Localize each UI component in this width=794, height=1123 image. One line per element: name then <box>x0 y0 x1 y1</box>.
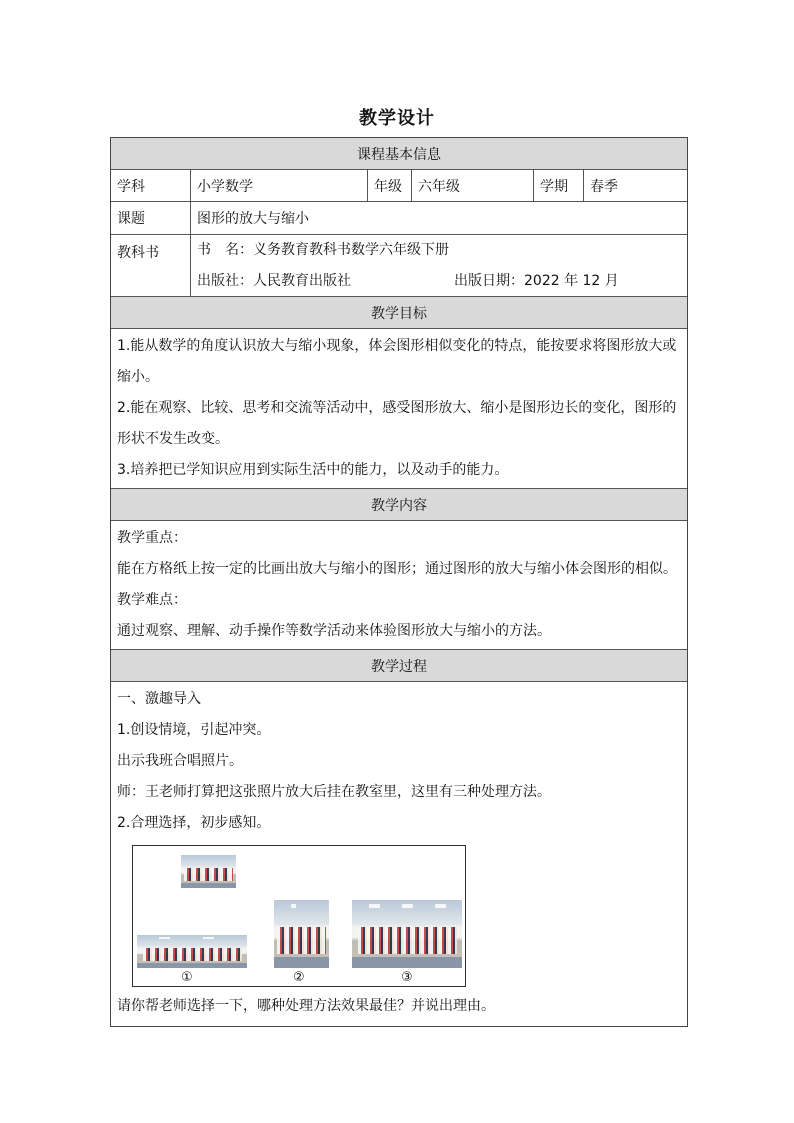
process-line: 一、激趣导入 <box>117 691 201 707</box>
process-line: 师：王老师打算把这张照片放大后挂在教室里，这里有三种处理方法。 <box>117 784 551 800</box>
content-header-text: 教学内容 <box>371 497 427 514</box>
publisher: 出版社：人民教育出版社 <box>197 273 351 289</box>
key-point-label: 教学重点： <box>117 530 187 546</box>
photo-comparison-figure <box>132 845 466 987</box>
option-2-photo <box>274 900 329 968</box>
option-2-label: ② <box>293 970 305 985</box>
grade-value: 六年级 <box>412 170 534 201</box>
goal-line: 形状不发生改变。 <box>117 431 229 447</box>
option-1-photo <box>137 935 247 968</box>
textbook-label: 教科书 <box>111 235 191 296</box>
goals-header-text: 教学目标 <box>371 305 427 322</box>
goal-line: 缩小。 <box>117 369 159 385</box>
option-1-label: ① <box>181 970 193 985</box>
option-3-photo <box>352 900 462 968</box>
process-header-text: 教学过程 <box>371 658 427 675</box>
goal-line: 3.培养把已学知识应用到实际生活中的能力，以及动手的能力。 <box>117 462 509 478</box>
original-photo <box>181 855 236 888</box>
basic-info-header <box>111 138 687 170</box>
question-line: 请你帮老师选择一下，哪种处理方法效果最佳？并说出理由。 <box>117 998 495 1014</box>
term-label: 学期 <box>534 170 584 201</box>
book-name: 书 名：义务教育教科书数学六年级下册 <box>197 242 449 258</box>
difficulty-label: 教学难点： <box>117 592 187 608</box>
difficulty-text: 通过观察、理解、动手操作等数学活动来体验图形放大与缩小的方法。 <box>117 623 551 639</box>
process-body <box>111 682 687 1026</box>
key-point-text: 能在方格纸上按一定的比画出放大与缩小的图形；通过图形的放大与缩小体会图形的相似。 <box>117 561 677 577</box>
process-line: 2.合理选择，初步感知。 <box>117 815 271 831</box>
option-3-label: ③ <box>401 970 413 985</box>
subject-label: 学科 <box>111 170 191 201</box>
grade-label: 年级 <box>368 170 412 201</box>
term-value: 春季 <box>590 178 618 195</box>
topic-row <box>111 202 687 235</box>
subject-row <box>111 170 687 202</box>
topic-label: 课题 <box>111 202 191 234</box>
textbook-row <box>111 235 687 297</box>
page-title: 教学设计 <box>359 108 435 129</box>
publish-date: 出版日期：2022 年 12 月 <box>454 273 619 289</box>
topic-value: 图形的放大与缩小 <box>197 211 309 227</box>
process-line: 1.创设情境，引起冲突。 <box>117 722 271 738</box>
process-header <box>111 650 687 682</box>
goal-line: 1.能从数学的角度认识放大与缩小现象，体会图形相似变化的特点，能按要求将图形放大或 <box>117 338 677 354</box>
process-line: 出示我班合唱照片。 <box>117 753 243 769</box>
subject-value: 小学数学 <box>191 170 368 201</box>
content-body <box>111 521 687 650</box>
goals-body <box>111 329 687 489</box>
goal-line: 2.能在观察、比较、思考和交流等活动中，感受图形放大、缩小是图形边长的变化，图形的 <box>117 400 677 416</box>
publisher-line <box>197 266 681 297</box>
lesson-plan-table <box>110 137 688 1027</box>
goals-header <box>111 297 687 329</box>
basic-info-header-text: 课程基本信息 <box>357 146 441 163</box>
textbook-info <box>191 235 687 296</box>
content-header <box>111 489 687 521</box>
